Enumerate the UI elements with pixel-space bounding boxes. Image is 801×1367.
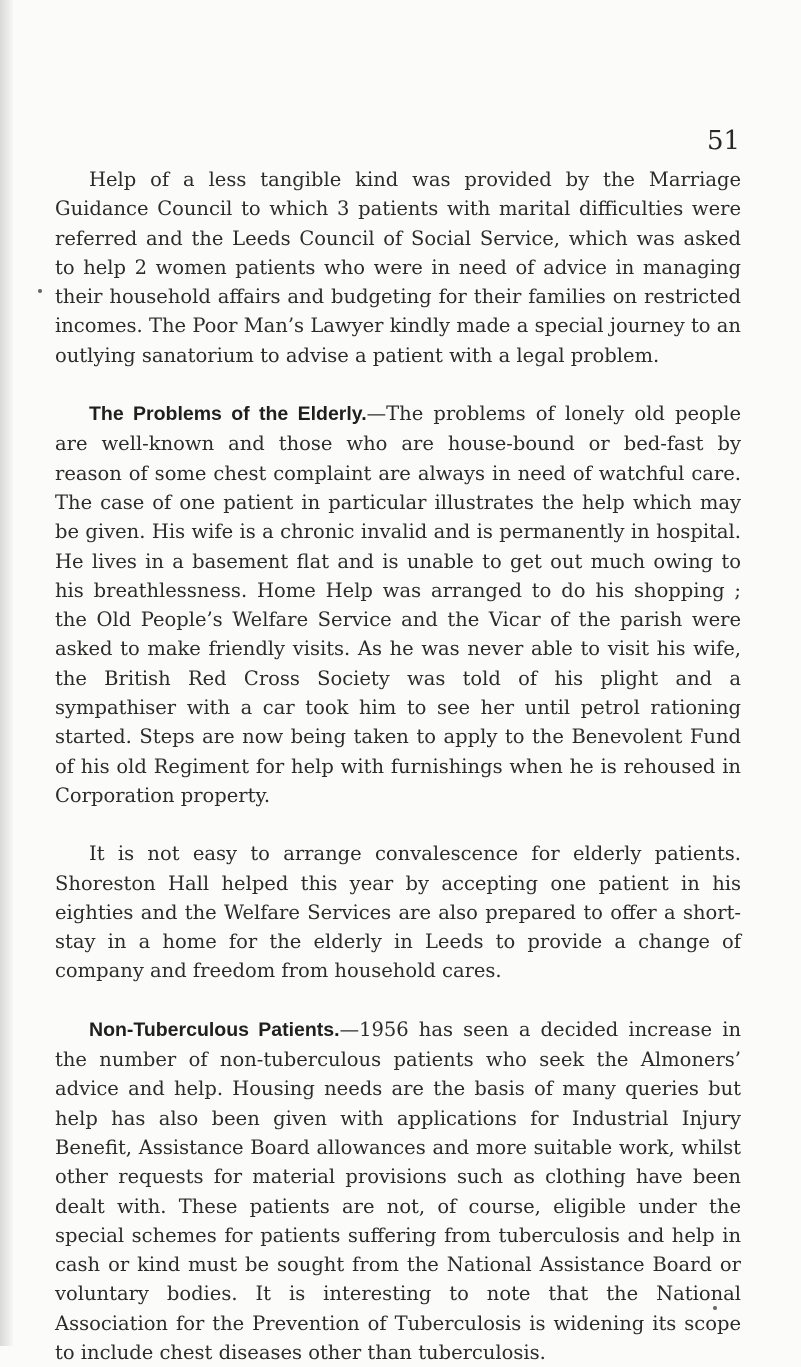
paragraph-problems-of-elderly <box>55 399 741 810</box>
paragraph-text: —The problems of lonely old people are well-known and those who are house-bound or bed-fast by reason of some chest complaint are always in need of watchful care. The case of one patient in particular illustrates the help which may be given. His wife is a chronic invalid and is permanently in hospital. He lives in a basement flat and is unable to get out much owing to his breathlessness. Home Help was arranged to do his shopping ; the Old People’s Welfare Service and the Vicar of the parish were asked to make friendly visits. As he was never able to visit his wife, the British Red Cross Society was told of his plight and a sympathiser with a car took him to see her until petrol rationing started. Steps are now being taken to apply to the Benevolent Fund of his old Regiment for help with furnishings when he is rehoused in Corporation property. <box>55 402 741 807</box>
paragraph-text: It is not easy to arrange convalescence for elderly patients. Shoreston Hall helped this year by accepting one patient in his eighties and the Welfare Services are also prepared to offer a short-stay in a home for the elderly in Leeds to provide a change of company and freedom from household cares. <box>55 842 741 983</box>
paragraph-text: Help of a less tangible kind was provided by the Marriage Guidance Council to which 3 patients with marital difficulties were referred and the Leeds Council of Social Service, which was asked to help 2 women patients who were in need of advice in managing their household affairs and budgeting for their families on restricted incomes. The Poor Man’s Lawyer kindly made a special journey to an outlying sanatorium to advise a patient with a legal problem. <box>55 168 741 367</box>
speck-mark <box>38 289 42 293</box>
paragraph-marriage-guidance <box>55 165 741 370</box>
paragraph-convalescence <box>55 839 741 985</box>
page-gutter-shadow <box>0 0 14 1346</box>
speck-mark <box>713 1306 717 1310</box>
body-text <box>55 165 741 1367</box>
section-heading-elderly: The Problems of the Elderly. <box>89 403 367 426</box>
paragraph-text: —1956 has seen a decided increase in the number of non-tuberculous patients who seek the Almoners’ advice and help. Housing needs are the basis of many queries but help has also been given with applications for Industrial Injury Benefit, Assistance Board allowances and more suitable work, whilst other requests for material provisions such as clothing have been dealt with. These patients are not, of course, eligible under the special schemes for patients suffering from tuberculosis and help in cash or kind must be sought from the National Assistance Board or voluntary bodies. It is interesting to note that the National Association for the Prevention of Tuberculosis is widening its scope to include chest diseases other than tuberculosis. <box>55 1017 741 1364</box>
paragraph-non-tuberculous <box>55 1015 741 1367</box>
section-heading-non-tuberculous: Non-Tuberculous Patients. <box>89 1018 340 1041</box>
page-number: 51 <box>707 126 741 156</box>
